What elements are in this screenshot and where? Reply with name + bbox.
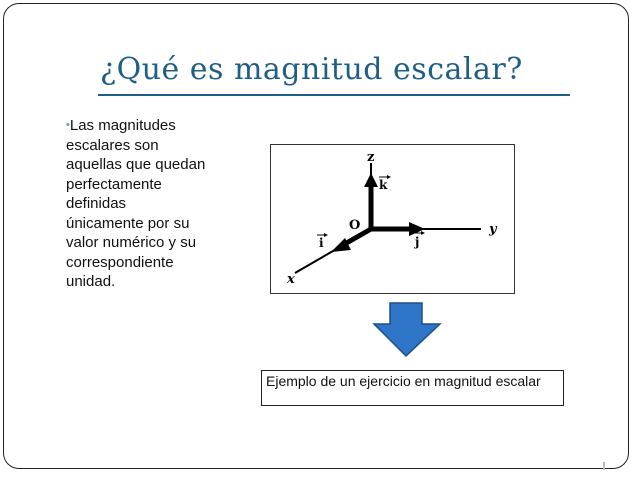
x-axis-label: x — [287, 272, 295, 287]
down-arrow-icon — [372, 302, 442, 358]
example-caption-box — [261, 370, 564, 406]
bullet-paragraph — [66, 116, 206, 292]
k-label-group — [379, 175, 391, 192]
page-marker — [603, 462, 605, 470]
bullet-marker: • — [66, 119, 70, 131]
slide-title: ¿Qué es magnitud escalar? — [100, 52, 523, 87]
j-label-group — [414, 231, 425, 249]
coordinate-axes-figure — [270, 144, 515, 294]
j-vector-label: j — [415, 235, 420, 249]
k-vector-arrowhead — [364, 173, 378, 187]
z-axis-label: z — [367, 150, 375, 165]
example-caption-text: Ejemplo de un ejercicio en magnitud escalar — [266, 373, 541, 389]
bullet-body-text: Las magnitudes escalares son aquellas que quedan perfectamente definidas únicamente por su valor numérico y su correspondiente unidad. — [66, 117, 206, 290]
y-axis-label: y — [489, 222, 497, 237]
down-arrow-shape — [374, 303, 440, 356]
origin-label: O — [349, 218, 361, 233]
axes-diagram — [271, 145, 516, 295]
title-underline — [98, 94, 570, 96]
k-vector-label: k — [379, 178, 388, 192]
i-label-group — [317, 233, 328, 250]
i-vector-label: i — [319, 236, 324, 250]
